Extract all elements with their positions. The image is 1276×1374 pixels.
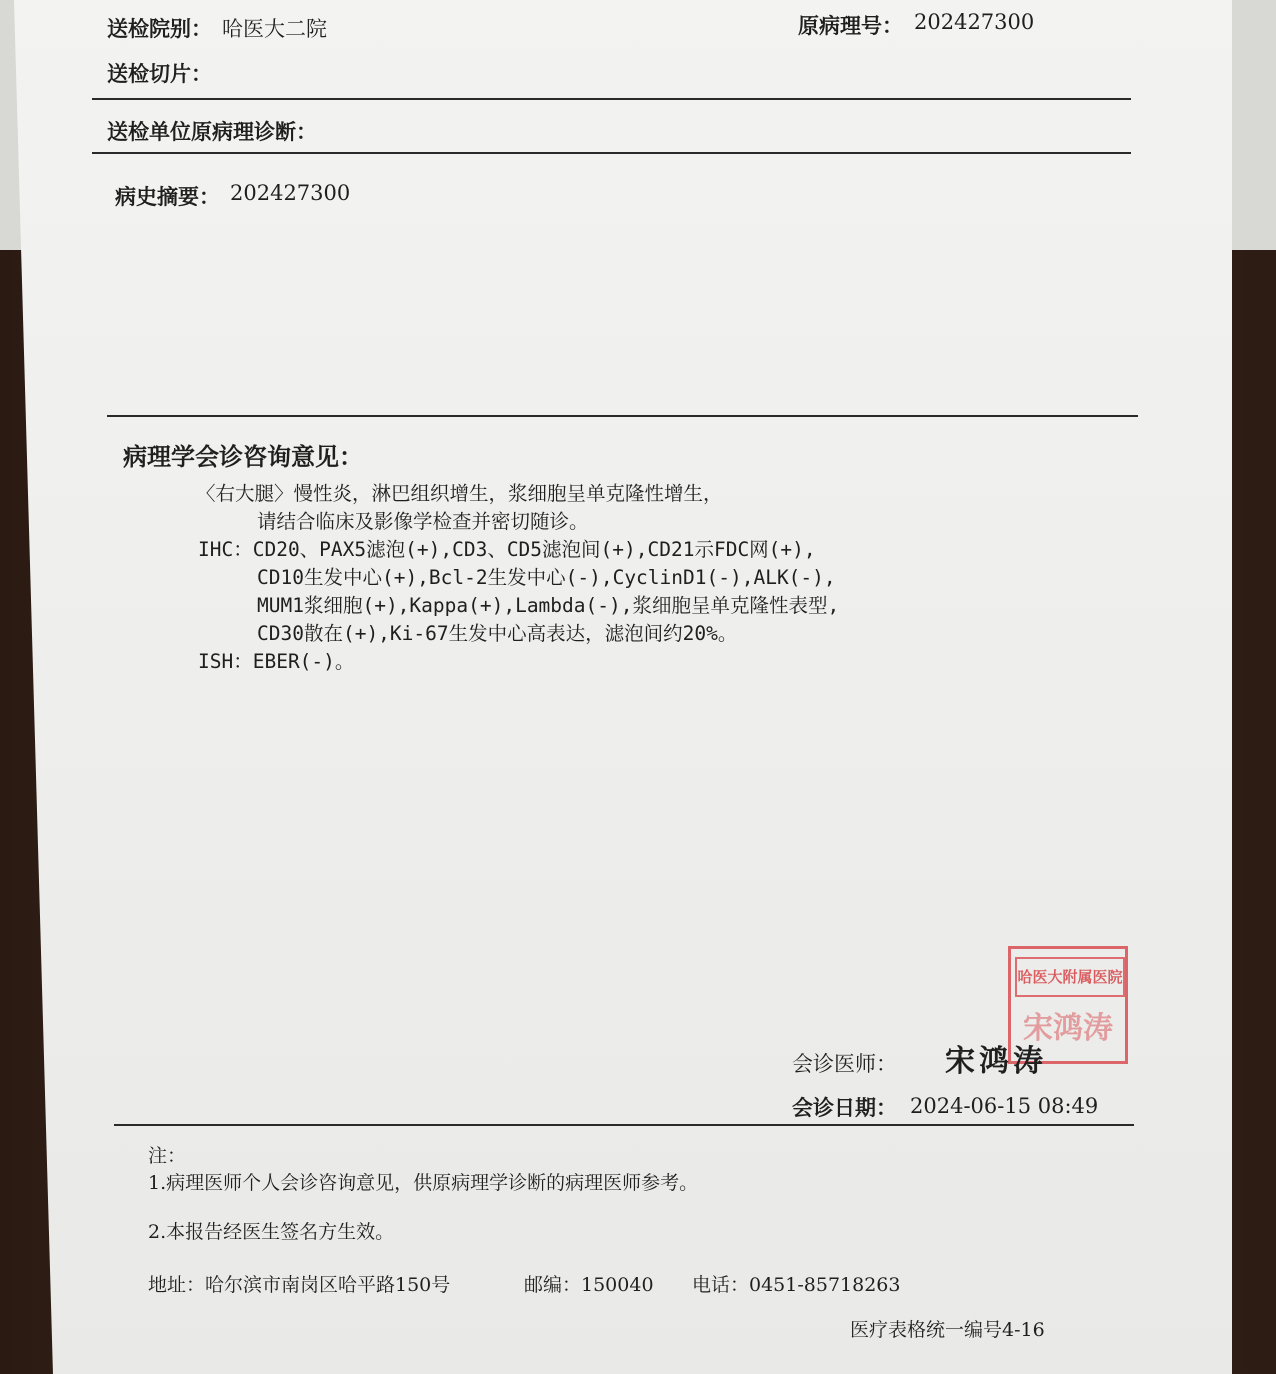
date-value: 2024-06-15 08:49: [910, 1094, 1099, 1118]
address: 地址：哈尔滨市南岗区哈平路150号: [148, 1274, 451, 1296]
form-number: 医疗表格统一编号4-16: [850, 1319, 1045, 1341]
seal-handwriting: 宋鸿涛: [1023, 1011, 1113, 1046]
doctor-label: 会诊医师：: [792, 1052, 897, 1076]
ihc-line: CD30散在(+),Ki-67生发中心高表达，滤泡间约20%。: [257, 622, 738, 645]
orig-pathology-value: 202427300: [914, 10, 1035, 34]
ish-line: ISH：EBER(-)。: [198, 650, 355, 673]
divider: [107, 415, 1138, 417]
postcode: 邮编：150040: [524, 1274, 654, 1296]
orig-pathology-label: 原病理号：: [798, 14, 903, 38]
note-item: 2.本报告经医生签名方生效。: [148, 1221, 395, 1243]
history-label: 病史摘要：: [115, 185, 220, 209]
hospital-label: 送检院别：: [107, 17, 212, 41]
phone: 电话：0451-85718263: [692, 1274, 901, 1296]
opinion-line: 〈右大腿〉慢性炎，淋巴组织增生，浆细胞呈单克隆性增生，: [196, 482, 723, 505]
doctor-signature: 宋鸿涛: [945, 1044, 1047, 1079]
divider: [114, 1124, 1134, 1126]
seal-text: 哈医大附属医院: [1015, 957, 1125, 997]
hospital-value: 哈医大二院: [222, 17, 327, 41]
opinion-heading: 病理学会诊咨询意见：: [123, 443, 363, 471]
notes-title: 注：: [148, 1145, 187, 1167]
ihc-line: IHC：CD20、PAX5滤泡(+),CD3、CD5滤泡间(+),CD21示FDC网(+),: [198, 538, 816, 561]
slides-label: 送检切片：: [107, 62, 212, 86]
divider: [92, 98, 1131, 100]
ihc-line: CD10生发中心(+),Bcl-2生发中心(-),CyclinD1(-),ALK(-),: [257, 566, 836, 589]
divider: [92, 152, 1131, 154]
orig-diagnosis-label: 送检单位原病理诊断：: [107, 120, 317, 144]
ihc-line: MUM1浆细胞(+),Kappa(+),Lambda(-),浆细胞呈单克隆性表型,: [257, 594, 840, 617]
history-value: 202427300: [230, 181, 351, 205]
note-item: 1.病理医师个人会诊咨询意见，供原病理学诊断的病理医师参考。: [148, 1172, 699, 1194]
date-label: 会诊日期：: [792, 1096, 897, 1120]
opinion-line: 请结合临床及影像学检查并密切随诊。: [257, 510, 589, 533]
